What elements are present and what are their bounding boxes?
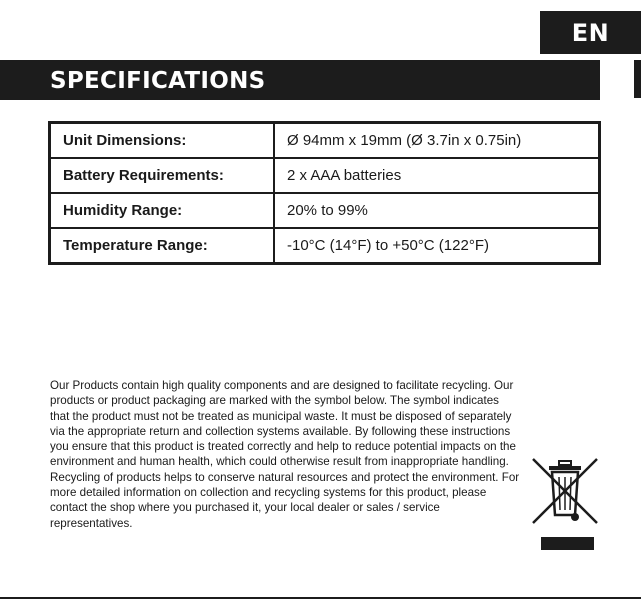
- side-edge-marker: [634, 60, 641, 98]
- language-tab: EN: [540, 11, 641, 54]
- weee-underline-bar: [541, 537, 594, 550]
- spec-row-dimensions: [50, 123, 600, 159]
- spec-value: Ø 94mm x 19mm (Ø 3.7in x 0.75in): [274, 123, 600, 159]
- spec-row-humidity: [50, 193, 600, 228]
- spec-value: 2 x AAA batteries: [274, 158, 600, 193]
- specifications-table: [48, 121, 601, 265]
- spec-value: 20% to 99%: [274, 193, 600, 228]
- crossed-out-wheelie-bin-icon: [529, 457, 601, 527]
- spec-row-battery: [50, 158, 600, 193]
- section-header-bar: [0, 60, 600, 100]
- spec-label: Battery Requirements:: [50, 158, 275, 193]
- page-bottom-rule: [0, 597, 641, 599]
- recycling-notice: Our Products contain high quality components and are designed to facilitate recycling. Our products or product packaging are marked with the symbol below. The symbol indicates that the product must not be treated as municipal waste. It must be disposed of separately via the appropriate return and collection systems available. By following these instructions you ensure that this product is treated correctly and help to reduce potential impacts on the environment and human health, which could otherwise result from inappropriate handling. Recycling of products helps to conserve natural resources and protect the environment. For more detailed information on collection and recycling systems for this product, please contact the shop where you purchased it, your local dealer or sales / service representatives.: [50, 379, 520, 530]
- spec-label: Temperature Range:: [50, 228, 275, 264]
- section-title: SPECIFICATIONS: [50, 68, 266, 94]
- spec-row-temperature: [50, 228, 600, 264]
- spec-label: Humidity Range:: [50, 193, 275, 228]
- spec-value: -10°C (14°F) to +50°C (122°F): [274, 228, 600, 264]
- spec-label: Unit Dimensions:: [50, 123, 275, 159]
